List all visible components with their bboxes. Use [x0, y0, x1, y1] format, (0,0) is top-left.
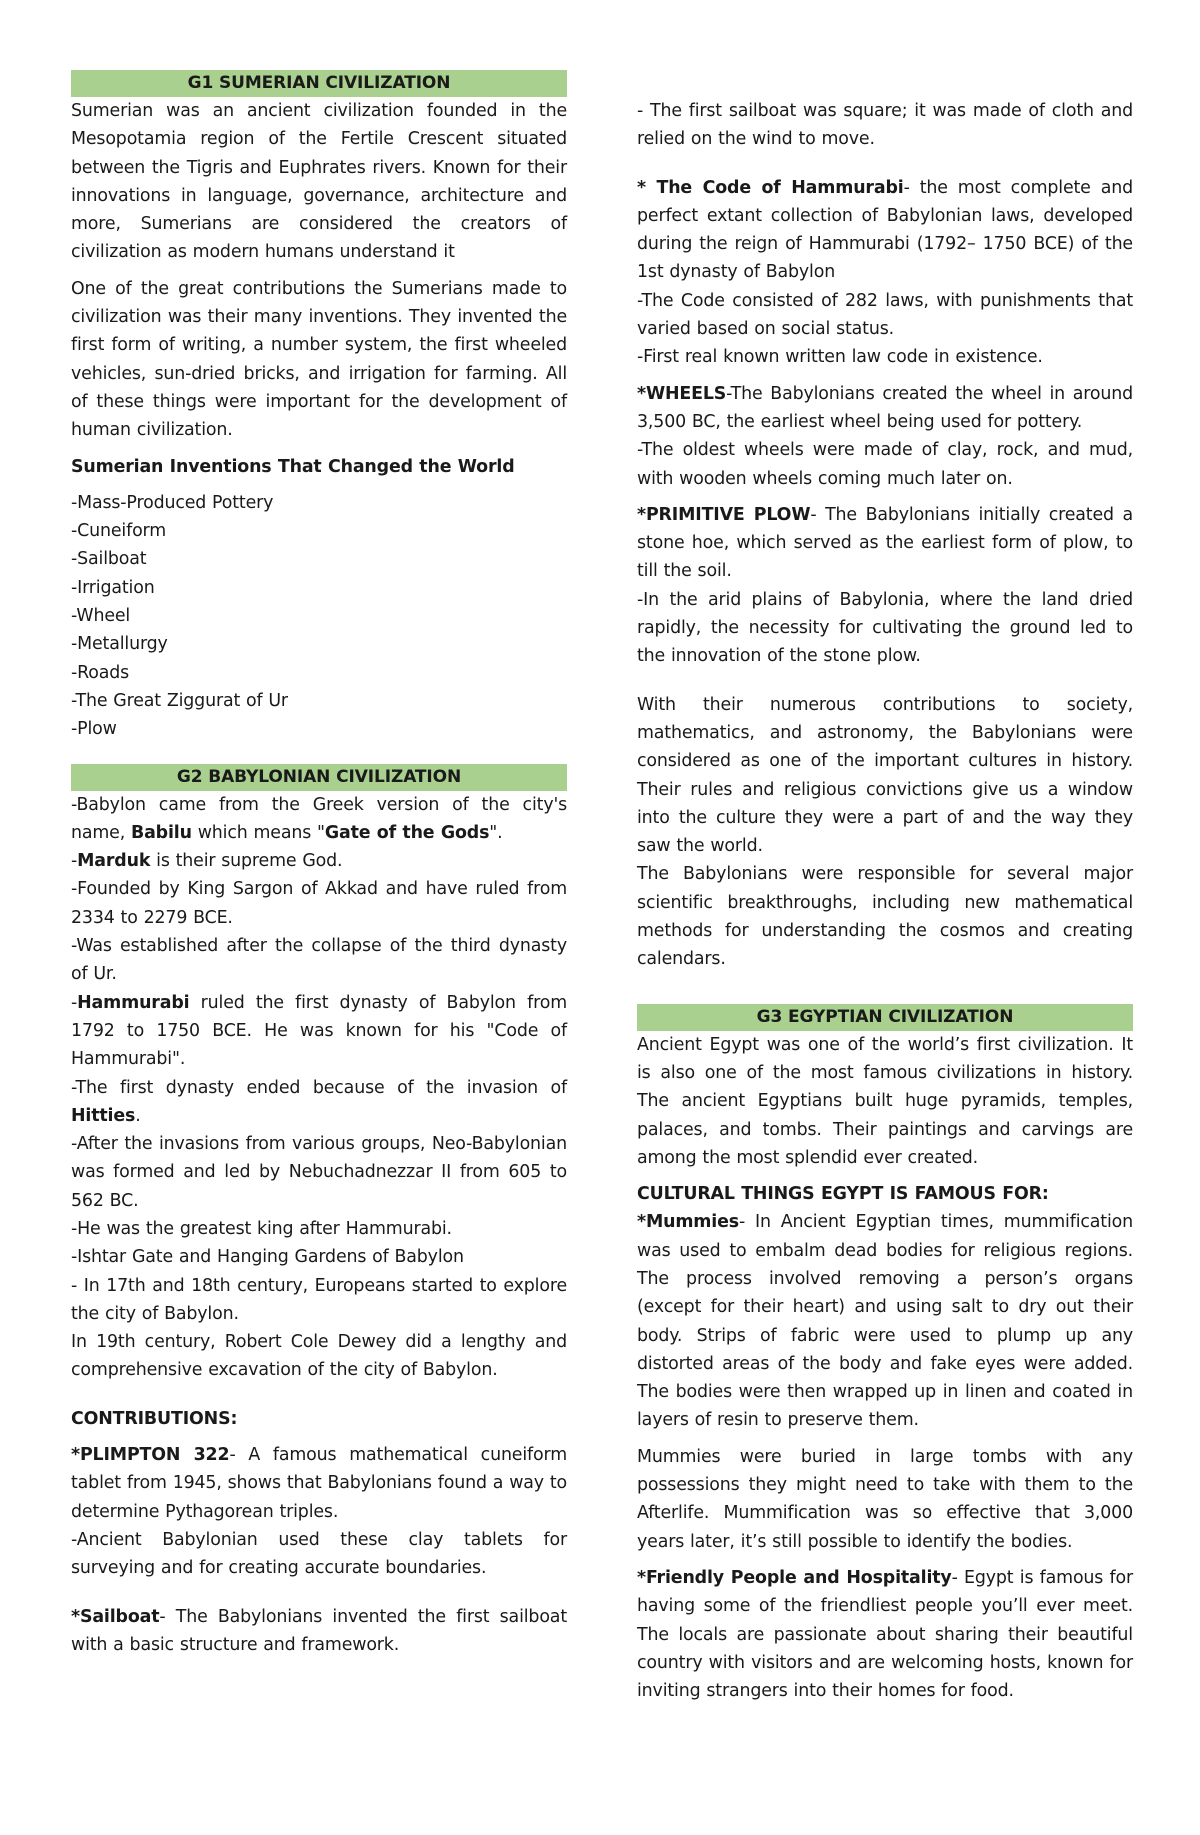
- g3-friendly-people: *Friendly People and Hospitality- Egypt is famous for having some of the friendliest people you’ll ever meet. The locals are passionate about sharing their beautiful country with visitors and are welcoming hosts, known for inviting strangers into their homes for food.: [637, 1567, 1133, 1702]
- g3-mummies: *Mummies- In Ancient Egyptian times, mummification was used to embalm dead bodies for religious regions. The process involved removing a person’s organs (except for their heart) and using salt to dry out their body. Strips of fabric were used to plump up any distorted areas of the body and fake eyes were added. The bodies were then wrapped up in linen and coated in layers of resin to preserve them.: [637, 1212, 1133, 1431]
- g2-neo-babylonian: -After the invasions from various groups, Neo-Babylonian was formed and led by Nebuchadnezzar II from 605 to 562 BC.: [71, 1134, 567, 1211]
- g2-primitive-plow: *PRIMITIVE PLOW- The Babylonians initially created a stone hoe, which served as the earliest form of plow, to till the soil.: [637, 504, 1133, 582]
- left-column: [71, 70, 567, 1659]
- section-header-g2: G2 BABYLONIAN CIVILIZATION: [71, 764, 567, 791]
- g2-ishtar-gate: -Ishtar Gate and Hanging Gardens of Babylon: [71, 1247, 464, 1268]
- list-item: -Cuneiform: [71, 521, 167, 542]
- g2-wheels-oldest: -The oldest wheels were made of clay, rock, and mud, with wooden wheels coming much later on.: [637, 440, 1133, 489]
- g2-europeans: - In 17th and 18th century, Europeans started to explore the city of Babylon.: [71, 1275, 567, 1324]
- g2-code-of-hammurabi: * The Code of Hammurabi- the most complete and perfect extant collection of Babylonian laws, developed during the reign of Hammurabi (1792– 1750 BCE) of the 1st dynasty of Babylon: [637, 177, 1133, 283]
- g2-code-laws: -The Code consisted of 282 laws, with punishments that varied based on social status.: [637, 290, 1133, 340]
- g2-first-sailboat: - The first sailboat was square; it was made of cloth and relied on the wind to move.: [637, 101, 1133, 150]
- g2-code-first: -First real known written law code in existence.: [637, 347, 1043, 368]
- list-item: -Roads: [71, 662, 130, 683]
- list-item: -Metallurgy: [71, 634, 168, 655]
- g2-wheels: *WHEELS-The Babylonians created the wheel in around 3,500 BC, the earliest wheel being used for pottery.: [637, 383, 1133, 432]
- g2-plow-arid: -In the arid plains of Babylonia, where the land dried rapidly, the necessity for cultivating the ground led to the innovation of the stone plow.: [637, 589, 1133, 667]
- g3-cultural-title: CULTURAL THINGS EGYPT IS FAMOUS FOR:: [637, 1184, 1049, 1205]
- g2-greatest-king: -He was the greatest king after Hammurabi.: [71, 1218, 452, 1239]
- g2-contributions-title: CONTRIBUTIONS:: [71, 1408, 238, 1429]
- list-item: -Irrigation: [71, 577, 155, 598]
- list-item: -Wheel: [71, 606, 131, 627]
- section-header-g3: G3 EGYPTIAN CIVILIZATION: [637, 1004, 1133, 1031]
- g1-intro-paragraph: Sumerian was an ancient civilization founded in the Mesopotamia region of the Fertile Crescent situated between the Tigris and Euphrates rivers. Known for their innovations in language, governance, architecture and more, Sumerians are considered the creators of civilization as modern humans understand it: [71, 101, 567, 263]
- g2-summary-2: The Babylonians were responsible for several major scientific breakthroughs, including new mathematical methods for understanding the cosmos and creating calendars.: [637, 864, 1133, 970]
- list-item: -Sailboat: [71, 549, 147, 570]
- g2-established: -Was established after the collapse of the third dynasty of Ur.: [71, 936, 567, 985]
- g3-mummies-buried: Mummies were buried in large tombs with any possessions they might need to take with them to the Afterlife. Mummification was so effective that 3,000 years later, it’s still possible to identify the bodies.: [637, 1446, 1133, 1552]
- g2-marduk: -Marduk is their supreme God.: [71, 851, 343, 872]
- list-item: -Mass-Produced Pottery: [71, 492, 274, 513]
- g1-inventions-title: Sumerian Inventions That Changed the World: [71, 456, 515, 477]
- g2-hammurabi: -Hammurabi ruled the first dynasty of Babylon from 1792 to 1750 BCE. He was known for his "Code of Hammurabi".: [71, 992, 567, 1070]
- g1-contributions-paragraph: One of the great contributions the Sumerians made to civilization was their many inventions. They invented the first form of writing, a number system, the first wheeled vehicles, sun-dried bricks, and irrigation for farming. All of these things were important for the development of human civilization.: [71, 278, 567, 441]
- list-item: -Plow: [71, 719, 117, 740]
- g2-summary-1: With their numerous contributions to society, mathematics, and astronomy, the Babylonians were considered as one of the important cultures in history. Their rules and religious convictions give us a window into the culture they were a part of and the way they saw the world.: [637, 694, 1133, 857]
- g2-first-dynasty: -The first dynasty ended because of the invasion of Hitties.: [71, 1077, 567, 1126]
- g3-intro-paragraph: Ancient Egypt was one of the world’s first civilization. It is also one of the most famous civilizations in history. The ancient Egyptians built huge pyramids, temples, palaces, and tombs. Their paintings and carvings are among the most splendid ever created.: [637, 1034, 1133, 1168]
- list-item: -The Great Ziggurat of Ur: [71, 690, 288, 711]
- g2-clay-tablets: -Ancient Babylonian used these clay tablets for surveying and for creating accurate boundaries.: [71, 1529, 567, 1579]
- g2-founded: -Founded by King Sargon of Akkad and have ruled from 2334 to 2279 BCE.: [71, 879, 567, 928]
- g2-dewey: In 19th century, Robert Cole Dewey did a lengthy and comprehensive excavation of the city of Babylon.: [71, 1332, 567, 1381]
- g2-plimpton: *PLIMPTON 322- A famous mathematical cuneiform tablet from 1945, shows that Babylonians found a way to determine Pythagorean triples.: [71, 1445, 567, 1522]
- g1-inventions-list: [71, 489, 567, 744]
- section-header-g1: G1 SUMERIAN CIVILIZATION: [71, 70, 567, 97]
- right-column: [637, 70, 1133, 1705]
- g2-sailboat: *Sailboat- The Babylonians invented the first sailboat with a basic structure and framework.: [71, 1606, 567, 1655]
- g2-babylon-name: -Babylon came from the Greek version of the city's name, Babilu which means "Gate of the Gods".: [71, 794, 567, 843]
